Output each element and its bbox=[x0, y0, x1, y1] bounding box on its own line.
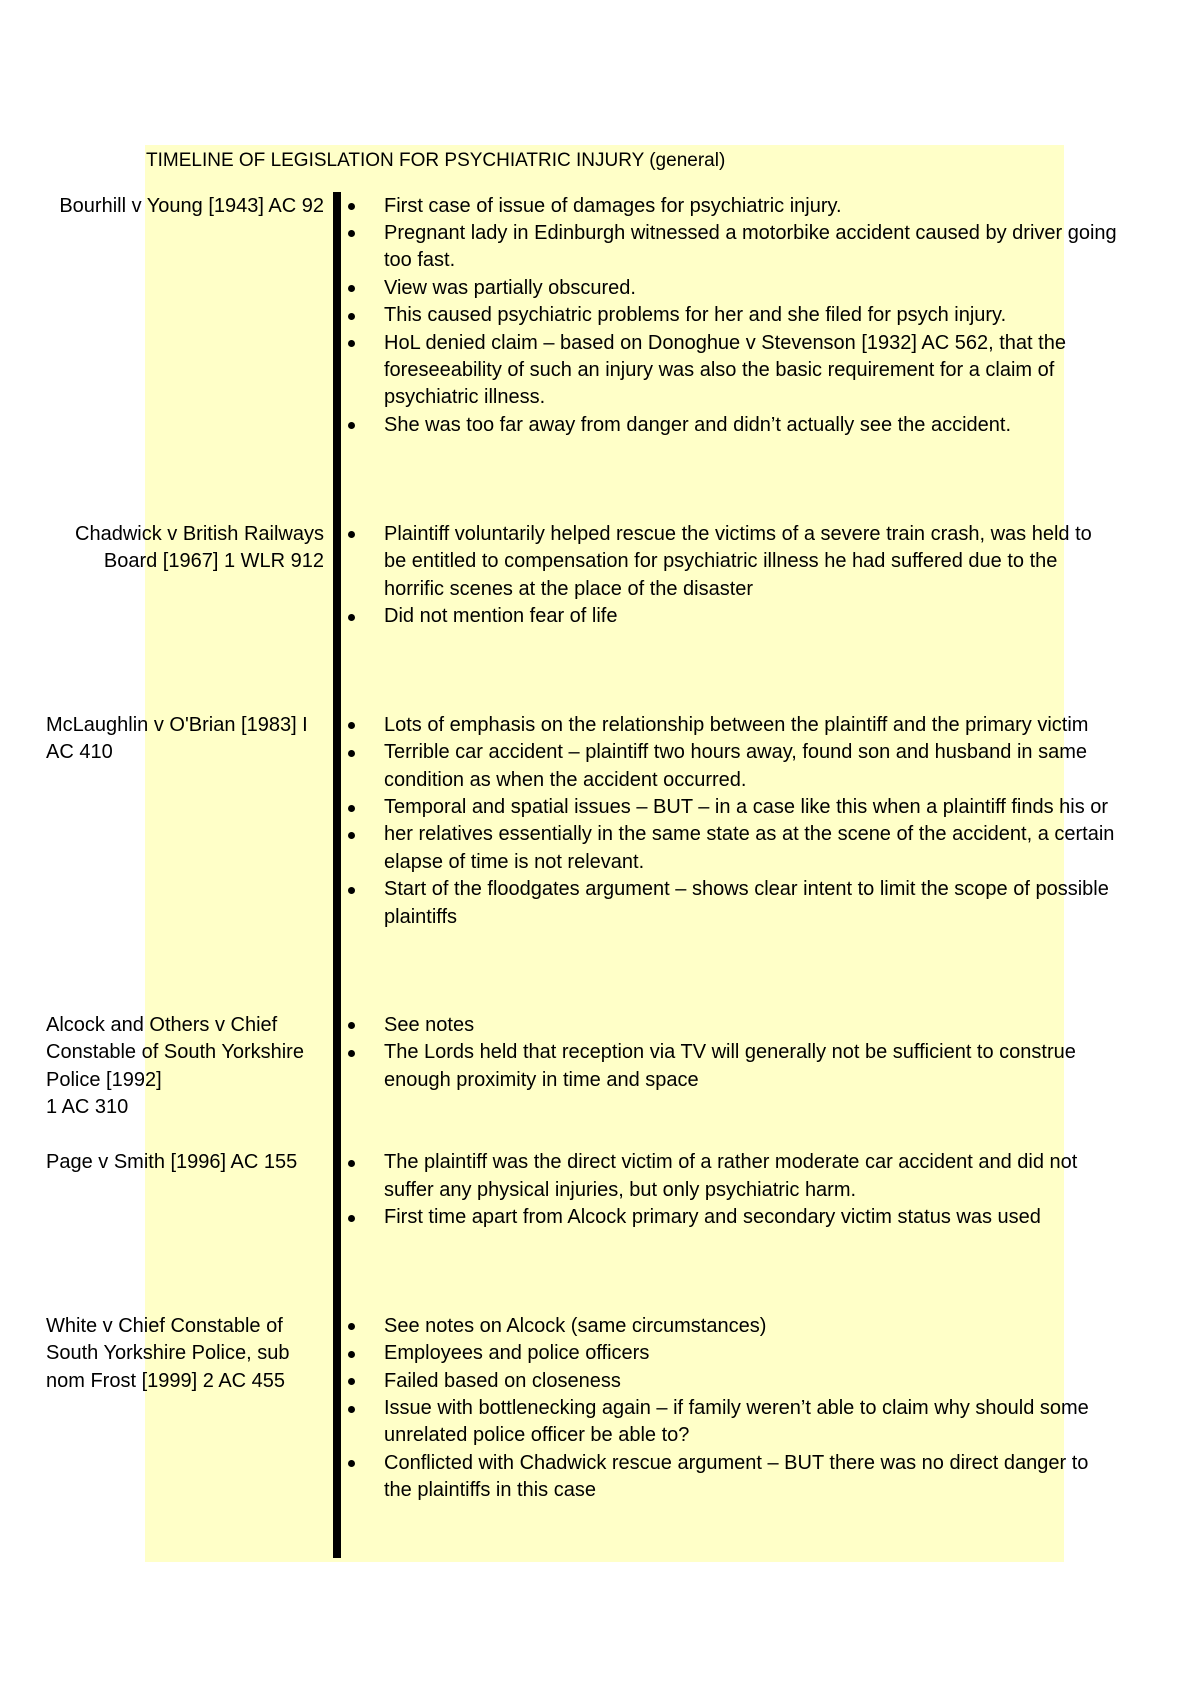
bullet-text: Did not mention fear of life bbox=[384, 605, 618, 628]
bullet-icon bbox=[348, 1160, 355, 1167]
bullet-item bbox=[384, 1368, 1089, 1395]
case-name: Chadwick v British Railways Board [1967] 1 WLR 912 bbox=[75, 522, 324, 573]
bullet-item bbox=[384, 794, 1114, 821]
bullet-item bbox=[384, 275, 1117, 302]
bullet-item bbox=[384, 1340, 1089, 1367]
bullet-text: Conflicted with Chadwick rescue argument – BUT there was no direct danger to the plaintiffs in this case bbox=[384, 1451, 1089, 1502]
bullet-item bbox=[384, 603, 1092, 630]
document-title: TIMELINE OF LEGISLATION FOR PSYCHIATRIC INJURY (general) bbox=[146, 150, 726, 171]
bullet-text: She was too far away from danger and didn’t actually see the accident. bbox=[384, 413, 1012, 436]
bullet-icon bbox=[348, 722, 355, 729]
bullet-text: Terrible car accident – plaintiff two hours away, found son and husband in same condition as when the accident occurred. bbox=[384, 741, 1088, 791]
timeline-bar bbox=[333, 192, 341, 1558]
bullet-item bbox=[384, 1395, 1089, 1450]
bullet-icon bbox=[348, 1460, 355, 1467]
bullet-icon bbox=[348, 1406, 355, 1413]
bullet-text: View was partially obscured. bbox=[384, 276, 636, 299]
bullet-icon bbox=[348, 887, 355, 894]
bullet-icon bbox=[348, 340, 355, 347]
bullet-text: Pregnant lady in Edinburgh witnessed a motorbike accident caused by driver going too fast. bbox=[384, 221, 1117, 272]
bullet-text: HoL denied claim – based on Donoghue v Stevenson [1932] AC 562, that the foreseeability of such an injury was also the basic requirement for a claim of psychiatric illness. bbox=[384, 331, 1066, 409]
bullet-icon bbox=[348, 1351, 355, 1358]
bullet-icon bbox=[348, 1022, 355, 1029]
bullet-text: Start of the floodgates argument – shows clear intent to limit the scope of possible plaintiffs bbox=[384, 878, 1109, 928]
bullet-list bbox=[384, 1012, 1076, 1094]
bullet-item bbox=[384, 1450, 1089, 1505]
bullet-list bbox=[384, 1149, 1077, 1231]
bullet-text: Lots of emphasis on the relationship between the plaintiff and the primary victim bbox=[384, 713, 1089, 736]
bullet-item bbox=[384, 1149, 1077, 1204]
bullet-icon bbox=[348, 285, 355, 292]
case-name: McLaughlin v O'Brian [1983] I AC 410 bbox=[46, 713, 308, 764]
bullet-item bbox=[384, 1313, 1089, 1340]
bullet-list bbox=[384, 193, 1117, 440]
bullet-icon bbox=[348, 531, 355, 538]
bullet-text: Failed based on closeness bbox=[384, 1369, 621, 1392]
bullet-text: The Lords held that reception via TV will generally not be sufficient to construe enough proximity in time and space bbox=[384, 1041, 1076, 1091]
case-name: Page v Smith [1996] AC 155 bbox=[46, 1151, 298, 1174]
bullet-text: First case of issue of damages for psychiatric injury. bbox=[384, 194, 842, 217]
bullet-text: The plaintiff was the direct victim of a rather moderate car accident and did not suffer any physical injuries, but only psychiatric harm. bbox=[384, 1151, 1078, 1201]
bullet-text: Plaintiff voluntarily helped rescue the victims of a severe train crash, was held to be entitled to compensation for psychiatric illness he had suffered due to the horrific scenes at the place of the disaster bbox=[384, 522, 1092, 600]
bullet-item bbox=[384, 739, 1114, 794]
bullet-item bbox=[384, 1012, 1076, 1039]
bullet-list bbox=[384, 1313, 1089, 1505]
bullet-icon bbox=[348, 832, 355, 839]
bullet-icon bbox=[348, 422, 355, 429]
bullet-icon bbox=[348, 1378, 355, 1385]
bullet-text: her relatives essentially in the same state as at the scene of the accident, a certain elapse of time is not relevant. bbox=[384, 823, 1115, 873]
bullet-icon bbox=[348, 1215, 355, 1222]
bullet-item bbox=[384, 876, 1114, 931]
bullet-item bbox=[384, 412, 1117, 439]
bullet-item bbox=[384, 1204, 1077, 1231]
bullet-item bbox=[384, 330, 1117, 412]
case-name: White v Chief Constable of South Yorkshire Police, sub nom Frost [1999] 2 AC 455 bbox=[46, 1314, 290, 1392]
bullet-icon bbox=[348, 203, 355, 210]
bullet-text: See notes on Alcock (same circumstances) bbox=[384, 1314, 767, 1337]
bullet-text: Employees and police officers bbox=[384, 1342, 650, 1365]
bullet-text: See notes bbox=[384, 1013, 475, 1036]
bullet-item bbox=[384, 302, 1117, 329]
bullet-item bbox=[384, 521, 1092, 603]
bullet-icon bbox=[348, 1050, 355, 1057]
bullet-icon bbox=[348, 614, 355, 621]
bullet-item bbox=[384, 1039, 1076, 1094]
case-name: Bourhill v Young [1943] AC 92 bbox=[59, 194, 324, 217]
bullet-item bbox=[384, 821, 1114, 876]
case-name: Alcock and Others v Chief Constable of South Yorkshire Police [1992] 1 AC 310 bbox=[46, 1013, 304, 1119]
bullet-item bbox=[384, 220, 1117, 275]
bullet-icon bbox=[348, 313, 355, 320]
bullet-text: This caused psychiatric problems for her and she filed for psych injury. bbox=[384, 304, 1007, 327]
bullet-icon bbox=[348, 805, 355, 812]
bullet-icon bbox=[348, 1323, 355, 1330]
bullet-item bbox=[384, 193, 1117, 220]
bullet-text: First time apart from Alcock primary and secondary victim status was used bbox=[384, 1206, 1041, 1228]
bullet-text: Issue with bottlenecking again – if family weren’t able to claim why should some unrelated police officer be able to? bbox=[384, 1397, 1089, 1447]
bullet-list bbox=[384, 521, 1092, 631]
bullet-item bbox=[384, 712, 1114, 739]
bullet-icon bbox=[348, 750, 355, 757]
bullet-icon bbox=[348, 230, 355, 237]
bullet-list bbox=[384, 712, 1114, 931]
bullet-text: Temporal and spatial issues – BUT – in a case like this when a plaintiff finds his or bbox=[384, 796, 1109, 819]
